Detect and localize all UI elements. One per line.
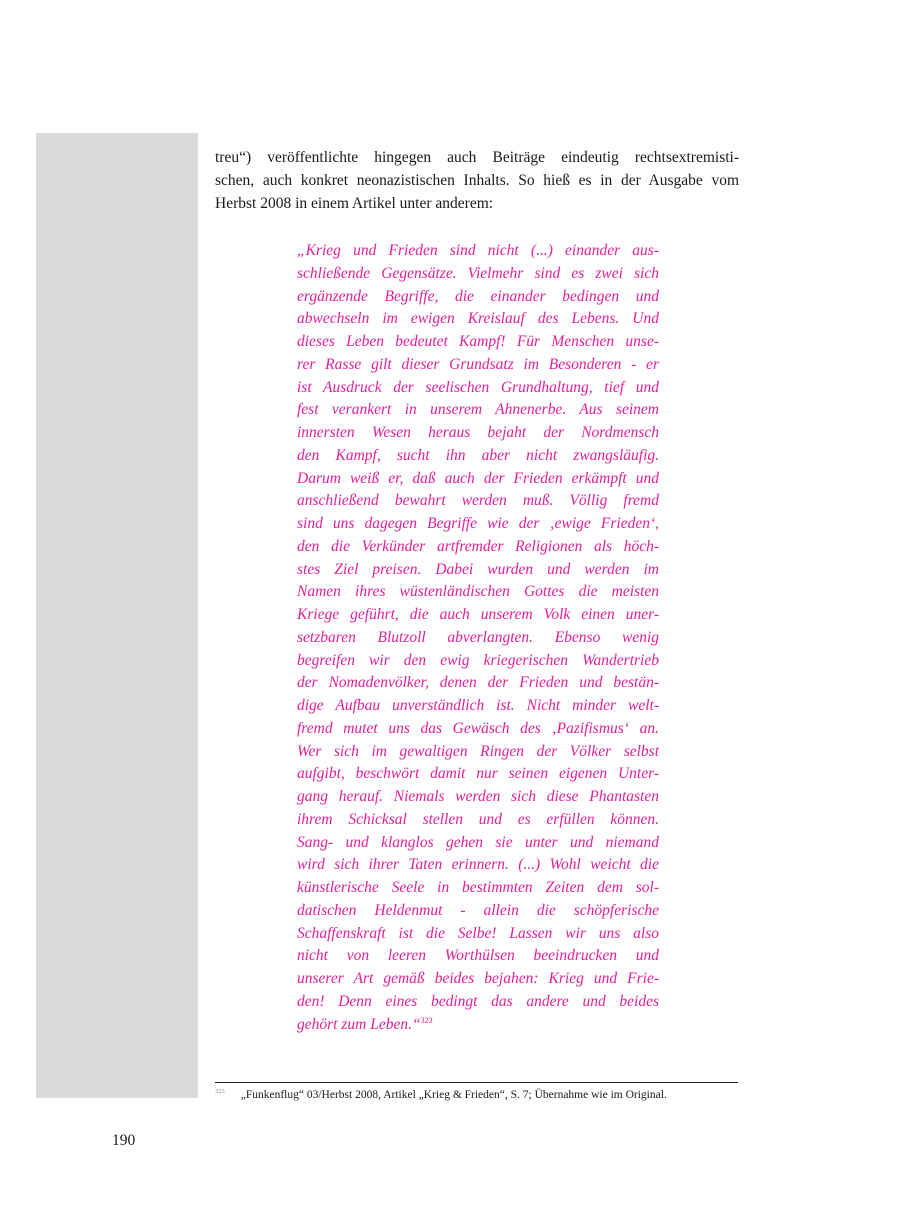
- quote-line: abwechseln im ewigen Kreislauf des Lebens. Und: [297, 310, 659, 328]
- quote-line: dige Aufbau unverständlich ist. Nicht minder welt-: [297, 697, 659, 714]
- quote-line: künstlerische Seele in bestimmten Zeiten dem sol-: [297, 879, 659, 896]
- quote-line: dieses Leben bedeutet Kampf! Für Menschen unse-: [297, 333, 659, 350]
- footnote-text: „Funkenflug“ 03/Herbst 2008, Artikel „Krieg & Frieden“, S. 7; Übernahme wie im Original.: [240, 1089, 667, 1101]
- quote-line: setzbaren Blutzoll abverlangten. Ebenso wenig: [297, 628, 659, 646]
- body-paragraph: [215, 146, 739, 215]
- quote-line: der Nomadenvölker, denen der Frieden und bestän-: [297, 674, 659, 692]
- quote-line: Namen ihres wüstenländischen Gottes die meisten: [297, 583, 659, 601]
- quote-line: rer Rasse gilt dieser Grundsatz im Besonderen - er: [297, 355, 659, 373]
- quote-line: Wer sich im gewaltigen Ringen der Völker selbst: [297, 742, 659, 760]
- quote-line: fremd mutet uns das Gewäsch des ‚Pazifismus‘ an.: [297, 719, 659, 737]
- quote-line: den! Denn eines bedingt das andere und beides: [297, 992, 659, 1010]
- quote-line: innersten Wesen heraus bejaht der Nordmensch: [297, 424, 659, 441]
- quote-line: ergänzende Begriffe, die einander bedingen und: [297, 287, 659, 305]
- quote-line: begreifen wir den ewig kriegerischen Wandertrieb: [297, 651, 659, 669]
- quote-line: fest verankert in unserem Ahnenerbe. Aus seinem: [297, 401, 659, 419]
- quote-line: datischen Heldenmut - allein die schöpferische: [297, 901, 659, 919]
- quote-line: ist Ausdruck der seelischen Grundhaltung, tief und: [297, 378, 659, 396]
- quote-line: nicht von leeren Worthülsen beeindrucken und: [297, 947, 659, 965]
- footnote: [215, 1088, 755, 1102]
- quote-line: Sang- und klanglos gehen sie unter und niemand: [297, 833, 659, 851]
- quote-line: unserer Art gemäß beides bejahen: Krieg und Frie-: [297, 970, 659, 987]
- quote-line: den Kampf, sucht ihn aber nicht zwangsläufig.: [297, 446, 659, 464]
- quote-line: „Krieg und Frieden sind nicht (...) einander aus-: [297, 242, 659, 259]
- quote-line: schließende Gegensätze. Vielmehr sind es zwei sich: [297, 264, 659, 282]
- footnote-number: 323: [215, 1088, 225, 1096]
- quote-line: Schaffenskraft ist die Selbe! Lassen wir uns also: [297, 924, 659, 942]
- quote-line: Kriege geführt, die auch unserem Volk einen uner-: [297, 606, 659, 623]
- footnote-divider: [215, 1082, 738, 1083]
- margin-band: [36, 133, 198, 1098]
- quote-line: sind uns dagegen Begriffe wie der ‚ewige Frieden‘,: [297, 515, 659, 532]
- block-quote: [297, 240, 659, 1036]
- body-line: treu“) veröffentlichte hingegen auch Beiträge eindeutig rechtsextremisti-: [215, 149, 739, 166]
- quote-line: stes Ziel preisen. Dabei wurden und werden im: [297, 560, 659, 578]
- quote-line: wird sich ihrer Taten erinnern. (...) Wohl weicht die: [297, 856, 659, 874]
- quote-line: anschließend bewahrt werden muß. Völlig fremd: [297, 492, 659, 510]
- footnote-reference[interactable]: 323: [420, 1015, 433, 1025]
- body-line: Herbst 2008 in einem Artikel unter anderem:: [215, 195, 494, 212]
- quote-line-final: [297, 1014, 659, 1037]
- quote-line: aufgibt, beschwört damit nur seinen eigenen Unter-: [297, 765, 659, 783]
- page-number: 190: [112, 1132, 136, 1149]
- quote-line: den die Verkünder artfremder Religionen als höch-: [297, 537, 659, 555]
- quote-line: Darum weiß er, daß auch der Frieden erkämpft und: [297, 469, 659, 487]
- body-line: schen, auch konkret neonazistischen Inhalts. So hieß es in der Ausgabe vom: [215, 172, 739, 189]
- quote-line: gang herauf. Niemals werden sich diese Phantasten: [297, 788, 659, 805]
- quote-line-text: gehört zum Leben.“: [297, 1015, 421, 1033]
- quote-line: ihrem Schicksal stellen und es erfüllen können.: [297, 810, 659, 828]
